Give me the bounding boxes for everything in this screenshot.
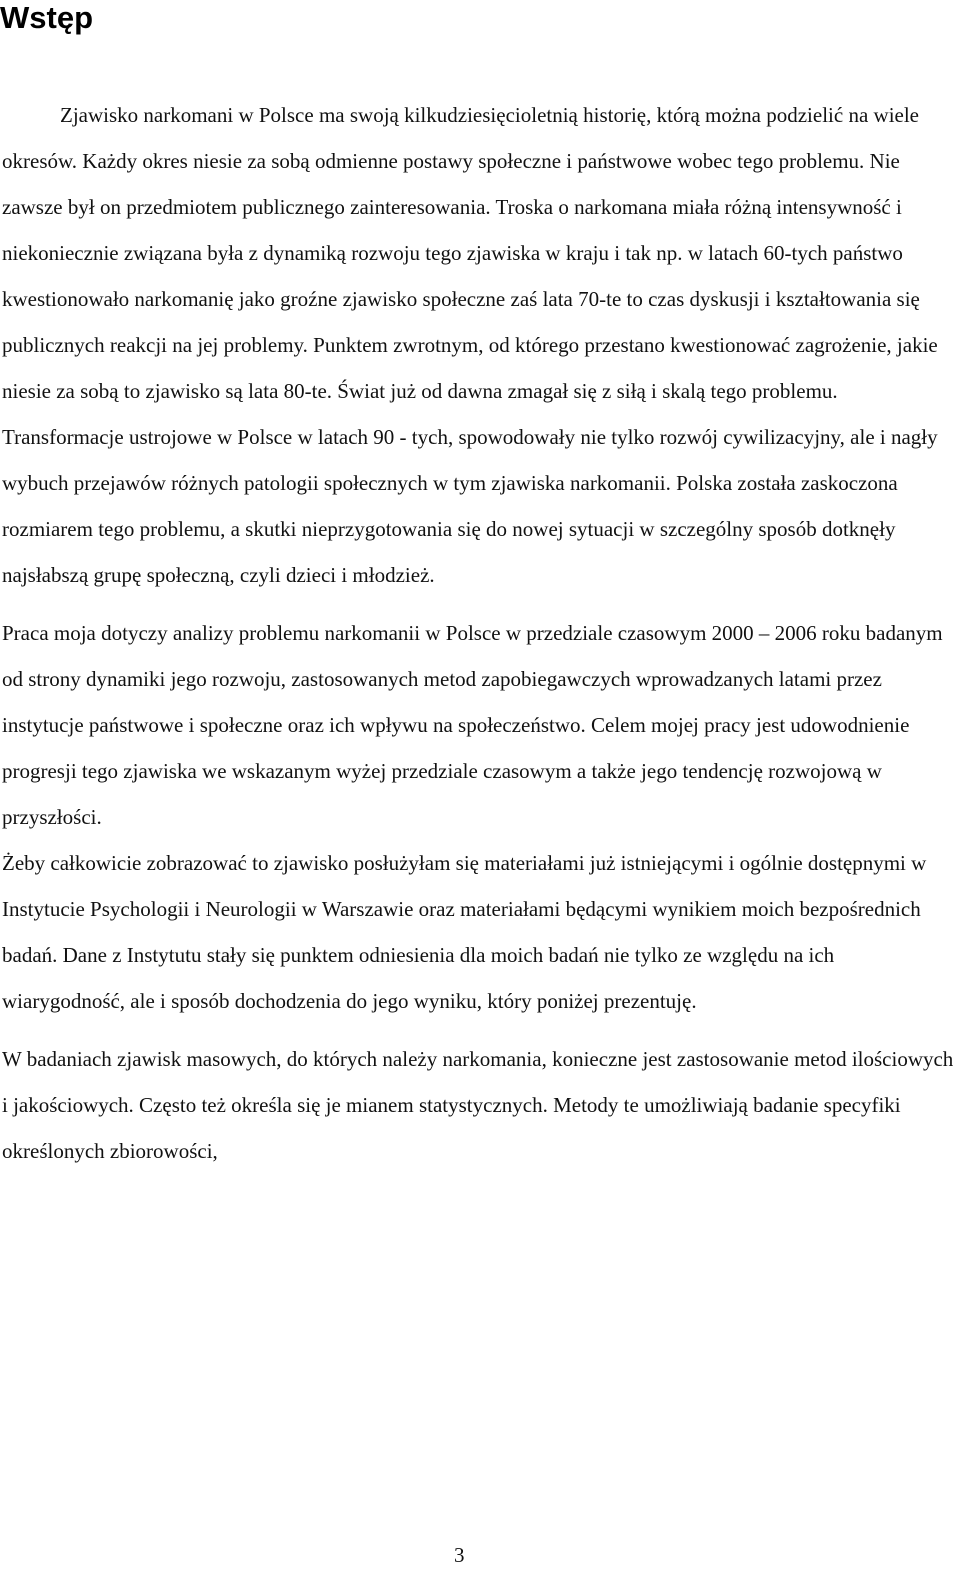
paragraph-2: Praca moja dotyczy analizy problemu narkomanii w Polsce w przedziale czasowym 2000 – 2006 roku badanym od strony dynamiki jego rozwoju, zastosowanych metod zapobiegawczych wprowadzanych latami przez instytucje państwowe i społeczne oraz ich wpływu na społeczeństwo. Celem mojej pracy jest udowodnienie progresji tego zjawiska we wskazanym wyżej przedziale czasowym a także jego tendencję rozwojową w przyszłości. [2,621,943,829]
paragraph-3: Żeby całkowicie zobrazować to zjawisko posłużyłam się materiałami już istniejącymi i ogólnie dostępnymi w Instytucie Psychologii i Neurologii w Warszawie oraz materiałami będącymi wynikiem moich bezpośrednich badań. Dane z Instytutu stały się punktem odniesienia dla moich badań nie tylko ze względu na ich wiarygodność, ale i sposób dochodzenia do jego wyniku, który poniżej prezentuję. [2,851,927,1013]
paragraph-4: W badaniach zjawisk masowych, do których należy narkomania, konieczne jest zastosowanie metod ilościowych i jakościowych. Często też określa się je mianem statystycznych. Metody te umożliwiają badanie specyfiki określonych zbiorowości, [2,1047,954,1163]
page-number: 3 [454,1543,465,1567]
paragraph-1: Zjawisko narkomani w Polsce ma swoją kilkudziesięcioletnią historię, którą można podzielić na wiele okresów. Każdy okres niesie za sobą odmienne postawy społeczne i państwowe wobec tego problemu. Nie zawsze był on przedmiotem publicznego zainteresowania. Troska o narkomana miała różną intensywność i niekoniecznie związana była z dynamiką rozwoju tego zjawiska w kraju i tak np. w latach 60-tych państwo kwestionowało narkomanię jako groźne zjawisko społeczne zaś lata 70-te to czas dyskusji i kształtowania się publicznych reakcji na jej problemy. Punktem zwrotnym, od którego przestano kwestionować zagrożenie, jakie niesie za sobą to zjawisko są lata 80-te. Świat już od dawna zmagał się z siłą i skalą tego problemu. Transformacje ustrojowe w Polsce w latach 90 - tych, spowodowały nie tylko rozwój cywilizacyjny, ale i nagły wybuch przejawów różnych patologii społecznych w tym zjawiska narkomanii. Polska została zaskoczona rozmiarem tego problemu, a skutki nieprzygotowania się do nowej sytuacji w szczególny sposób dotknęły najsłabszą grupę społeczną, czyli dzieci i młodzież. [2,103,938,587]
section-heading: Wstęp [0,0,93,35]
document-body [2,92,958,1174]
